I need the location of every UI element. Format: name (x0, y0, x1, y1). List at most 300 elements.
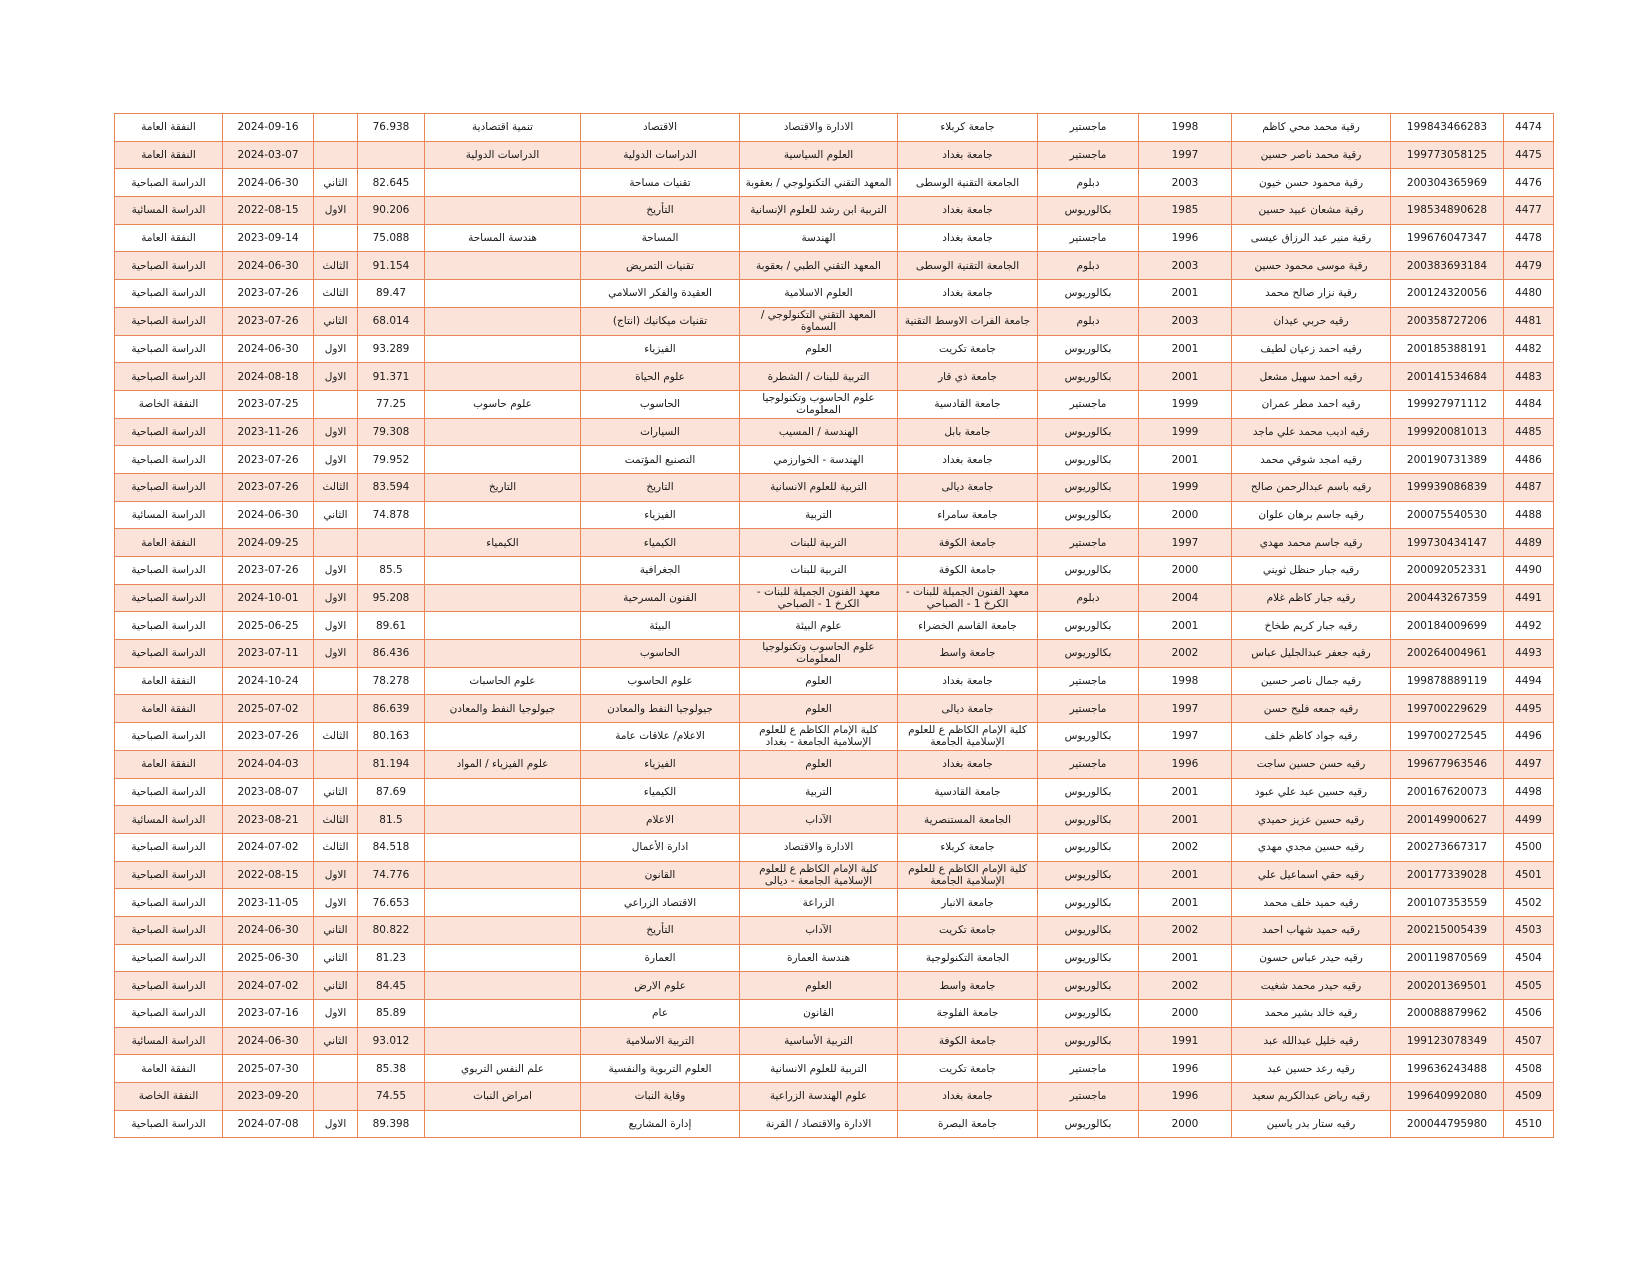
table-row (115, 750, 1554, 778)
row-number-cell: 4504 (1504, 944, 1554, 972)
student-name-cell: رقيه احمد سهيل مشعل (1232, 363, 1391, 391)
grade-cell: 82.645 (358, 169, 425, 197)
national-id-cell: 200273667317 (1391, 833, 1504, 861)
rank-cell: الثالث (314, 723, 358, 751)
table-row (115, 861, 1554, 889)
college-cell: علوم الحاسوب وتكنولوجيا المعلومات (740, 640, 898, 668)
study-type-cell: الدراسة الصباحية (115, 335, 223, 363)
college-cell: معهد الفنون الجميلة للبنات - الكرخ 1 - الصباحي (740, 584, 898, 612)
university-cell: كلية الإمام الكاظم ع للعلوم الإسلامية الجامعة (898, 723, 1038, 751)
grade-cell: 90.206 (358, 197, 425, 225)
row-number-cell: 4475 (1504, 141, 1554, 169)
college-cell: العلوم (740, 972, 898, 1000)
college-cell: الهندسة (740, 224, 898, 252)
grade-cell: 78.278 (358, 667, 425, 695)
birth-year-cell: 2002 (1139, 916, 1232, 944)
birth-year-cell: 1996 (1139, 750, 1232, 778)
degree-cell: بكالوريوس (1038, 778, 1139, 806)
rank-cell: الاول (314, 1000, 358, 1028)
national-id-cell: 200167620073 (1391, 778, 1504, 806)
student-name-cell: رقيه باسم عبدالرحمن صالح (1232, 473, 1391, 501)
row-number-cell: 4486 (1504, 446, 1554, 474)
department-cell: الاقتصاد الزراعي (581, 889, 740, 917)
department-cell: التصنيع المؤتمت (581, 446, 740, 474)
row-number-cell: 4493 (1504, 640, 1554, 668)
graduation-date-cell: 2023-07-26 (223, 446, 314, 474)
study-type-cell: الدراسة الصباحية (115, 557, 223, 585)
department-cell: ادارة الأعمال (581, 833, 740, 861)
university-cell: الجامعة المستنصرية (898, 806, 1038, 834)
study-type-cell: الدراسة المسائية (115, 806, 223, 834)
department-cell: البيئة (581, 612, 740, 640)
document-page (114, 113, 1546, 1138)
degree-cell: ماجستير (1038, 529, 1139, 557)
birth-year-cell: 2001 (1139, 778, 1232, 806)
row-number-cell: 4500 (1504, 833, 1554, 861)
birth-year-cell: 1996 (1139, 224, 1232, 252)
birth-year-cell: 1996 (1139, 1083, 1232, 1111)
table-row (115, 833, 1554, 861)
table-row (115, 363, 1554, 391)
college-cell: العلوم السياسية (740, 141, 898, 169)
study-type-cell: النفقة العامة (115, 114, 223, 142)
row-number-cell: 4509 (1504, 1083, 1554, 1111)
college-cell: التربية ابن رشد للعلوم الإنسانية (740, 197, 898, 225)
grade-cell: 74.878 (358, 501, 425, 529)
specialization-cell (425, 557, 581, 585)
specialization-cell (425, 335, 581, 363)
specialization-cell (425, 584, 581, 612)
university-cell: جامعة كربلاء (898, 114, 1038, 142)
study-type-cell: الدراسة الصباحية (115, 640, 223, 668)
table-row (115, 778, 1554, 806)
national-id-cell: 199676047347 (1391, 224, 1504, 252)
table-row (115, 889, 1554, 917)
birth-year-cell: 2001 (1139, 889, 1232, 917)
college-cell: التربية للعلوم الانسانية (740, 473, 898, 501)
degree-cell: بكالوريوس (1038, 446, 1139, 474)
grade-cell: 85.89 (358, 1000, 425, 1028)
birth-year-cell: 1997 (1139, 723, 1232, 751)
university-cell: جامعة بغداد (898, 197, 1038, 225)
department-cell: علوم الحياة (581, 363, 740, 391)
degree-cell: بكالوريوس (1038, 1027, 1139, 1055)
degree-cell: بكالوريوس (1038, 363, 1139, 391)
college-cell: التربية للعلوم الانسانية (740, 1055, 898, 1083)
specialization-cell: جيولوجيا النفط والمعادن (425, 695, 581, 723)
university-cell: جامعة بابل (898, 418, 1038, 446)
department-cell: التاريخ (581, 473, 740, 501)
degree-cell: بكالوريوس (1038, 612, 1139, 640)
college-cell: الادارة والاقتصاد (740, 833, 898, 861)
specialization-cell (425, 169, 581, 197)
specialization-cell: علم النفس التربوي (425, 1055, 581, 1083)
degree-cell: ماجستير (1038, 1055, 1139, 1083)
graduation-date-cell: 2023-11-26 (223, 418, 314, 446)
degree-cell: بكالوريوس (1038, 861, 1139, 889)
department-cell: الدراسات الدولية (581, 141, 740, 169)
table-row (115, 1027, 1554, 1055)
university-cell: جامعة القاسم الخضراء (898, 612, 1038, 640)
graduation-date-cell: 2024-04-03 (223, 750, 314, 778)
national-id-cell: 199640992080 (1391, 1083, 1504, 1111)
graduation-date-cell: 2023-07-26 (223, 473, 314, 501)
table-row (115, 390, 1554, 418)
student-name-cell: رقيه حيدر عباس حسون (1232, 944, 1391, 972)
department-cell: علوم الحاسوب (581, 667, 740, 695)
table-row (115, 640, 1554, 668)
student-name-cell: رقية مشعان عبيد حسين (1232, 197, 1391, 225)
table-row (115, 446, 1554, 474)
row-number-cell: 4505 (1504, 972, 1554, 1000)
national-id-cell: 200141534684 (1391, 363, 1504, 391)
table-row (115, 197, 1554, 225)
national-id-cell: 200304365969 (1391, 169, 1504, 197)
study-type-cell: النفقة العامة (115, 750, 223, 778)
specialization-cell (425, 197, 581, 225)
student-name-cell: رقيه جبار كريم طخاخ (1232, 612, 1391, 640)
table-body (115, 114, 1554, 1138)
study-type-cell: الدراسة الصباحية (115, 169, 223, 197)
study-type-cell: الدراسة الصباحية (115, 1000, 223, 1028)
college-cell: التربية للبنات (740, 557, 898, 585)
student-name-cell: رقيه حربي عيدان (1232, 307, 1391, 335)
degree-cell: بكالوريوس (1038, 640, 1139, 668)
study-type-cell: الدراسة الصباحية (115, 446, 223, 474)
national-id-cell: 200044795980 (1391, 1110, 1504, 1138)
table-row (115, 335, 1554, 363)
department-cell: وقاية النبات (581, 1083, 740, 1111)
graduation-date-cell: 2024-03-07 (223, 141, 314, 169)
study-type-cell: النفقة العامة (115, 224, 223, 252)
grade-cell: 75.088 (358, 224, 425, 252)
student-name-cell: رقيه اديب محمد علي ماجد (1232, 418, 1391, 446)
grade-cell: 89.47 (358, 280, 425, 308)
row-number-cell: 4483 (1504, 363, 1554, 391)
degree-cell: بكالوريوس (1038, 335, 1139, 363)
grade-cell: 85.38 (358, 1055, 425, 1083)
study-type-cell: النفقة العامة (115, 141, 223, 169)
university-cell: جامعة القادسية (898, 778, 1038, 806)
student-name-cell: رقيه جبار كاظم غلام (1232, 584, 1391, 612)
student-name-cell: رقية منير عبد الرزاق عيسى (1232, 224, 1391, 252)
birth-year-cell: 2002 (1139, 972, 1232, 1000)
student-name-cell: رقيه جاسم برهان علوان (1232, 501, 1391, 529)
rank-cell: الاول (314, 418, 358, 446)
graduation-date-cell: 2023-07-26 (223, 307, 314, 335)
department-cell: الاعلام/ علاقات عامة (581, 723, 740, 751)
department-cell: تقنيات التمريض (581, 252, 740, 280)
table-row (115, 114, 1554, 142)
university-cell: جامعة الفلوجة (898, 1000, 1038, 1028)
row-number-cell: 4480 (1504, 280, 1554, 308)
birth-year-cell: 2004 (1139, 584, 1232, 612)
department-cell: العقيدة والفكر الاسلامي (581, 280, 740, 308)
degree-cell: بكالوريوس (1038, 280, 1139, 308)
department-cell: الفيزياء (581, 335, 740, 363)
degree-cell: بكالوريوس (1038, 1000, 1139, 1028)
birth-year-cell: 1998 (1139, 667, 1232, 695)
graduation-date-cell: 2024-06-30 (223, 1027, 314, 1055)
specialization-cell (425, 363, 581, 391)
national-id-cell: 200149900627 (1391, 806, 1504, 834)
study-type-cell: الدراسة الصباحية (115, 252, 223, 280)
student-name-cell: رقيه حميد خلف محمد (1232, 889, 1391, 917)
study-type-cell: الدراسة الصباحية (115, 972, 223, 1000)
department-cell: التأريخ (581, 916, 740, 944)
table-row (115, 557, 1554, 585)
table-row (115, 1110, 1554, 1138)
birth-year-cell: 1999 (1139, 390, 1232, 418)
department-cell: الفنون المسرحية (581, 584, 740, 612)
student-name-cell: رقيه جمعه فليح حسن (1232, 695, 1391, 723)
college-cell: الآداب (740, 916, 898, 944)
study-type-cell: الدراسة الصباحية (115, 363, 223, 391)
row-number-cell: 4503 (1504, 916, 1554, 944)
study-type-cell: الدراسة الصباحية (115, 861, 223, 889)
specialization-cell (425, 889, 581, 917)
rank-cell: الاول (314, 363, 358, 391)
row-number-cell: 4506 (1504, 1000, 1554, 1028)
grade-cell: 79.308 (358, 418, 425, 446)
grade-cell: 93.289 (358, 335, 425, 363)
study-type-cell: الدراسة الصباحية (115, 307, 223, 335)
grade-cell: 74.55 (358, 1083, 425, 1111)
college-cell: العلوم الاسلامية (740, 280, 898, 308)
college-cell: المعهد التقني الطبي / بعقوبة (740, 252, 898, 280)
table-row (115, 169, 1554, 197)
rank-cell (314, 1055, 358, 1083)
university-cell: جامعة سامراء (898, 501, 1038, 529)
graduation-date-cell: 2024-10-01 (223, 584, 314, 612)
birth-year-cell: 1999 (1139, 418, 1232, 446)
degree-cell: بكالوريوس (1038, 889, 1139, 917)
rank-cell: الاول (314, 584, 358, 612)
table-row (115, 501, 1554, 529)
grade-cell: 77.25 (358, 390, 425, 418)
specialization-cell: علوم الفيزياء / المواد (425, 750, 581, 778)
birth-year-cell: 2001 (1139, 280, 1232, 308)
grade-cell: 89.61 (358, 612, 425, 640)
rank-cell (314, 390, 358, 418)
grade-cell: 81.194 (358, 750, 425, 778)
birth-year-cell: 2003 (1139, 252, 1232, 280)
degree-cell: بكالوريوس (1038, 944, 1139, 972)
student-name-cell: رقيه جواد كاظم خلف (1232, 723, 1391, 751)
university-cell: جامعة الكوفة (898, 557, 1038, 585)
grade-cell: 93.012 (358, 1027, 425, 1055)
study-type-cell: الدراسة الصباحية (115, 916, 223, 944)
university-cell: جامعة الفرات الاوسط التقنية (898, 307, 1038, 335)
department-cell: السيارات (581, 418, 740, 446)
specialization-cell (425, 916, 581, 944)
university-cell: جامعة بغداد (898, 750, 1038, 778)
birth-year-cell: 2001 (1139, 806, 1232, 834)
rank-cell: الثاني (314, 169, 358, 197)
row-number-cell: 4507 (1504, 1027, 1554, 1055)
rank-cell: الاول (314, 861, 358, 889)
rank-cell: الثاني (314, 307, 358, 335)
grade-cell: 91.154 (358, 252, 425, 280)
grade-cell: 81.5 (358, 806, 425, 834)
university-cell: جامعة بغداد (898, 280, 1038, 308)
student-name-cell: رقيه جاسم محمد مهدي (1232, 529, 1391, 557)
college-cell: التربية الأساسية (740, 1027, 898, 1055)
degree-cell: بكالوريوس (1038, 418, 1139, 446)
graduation-date-cell: 2023-11-05 (223, 889, 314, 917)
rank-cell: الاول (314, 889, 358, 917)
student-name-cell: رقيه خليل عبدالله عبد (1232, 1027, 1391, 1055)
graduation-date-cell: 2024-10-24 (223, 667, 314, 695)
graduation-date-cell: 2023-07-26 (223, 723, 314, 751)
student-name-cell: رقيه حسن حسين ساجت (1232, 750, 1391, 778)
college-cell: علوم الحاسوب وتكنولوجيا المعلومات (740, 390, 898, 418)
rank-cell: الاول (314, 335, 358, 363)
graduation-date-cell: 2025-06-25 (223, 612, 314, 640)
row-number-cell: 4488 (1504, 501, 1554, 529)
specialization-cell (425, 972, 581, 1000)
national-id-cell: 200092052331 (1391, 557, 1504, 585)
department-cell: الاعلام (581, 806, 740, 834)
grade-cell: 80.163 (358, 723, 425, 751)
table-row (115, 418, 1554, 446)
rank-cell: الاول (314, 1110, 358, 1138)
graduation-date-cell: 2023-09-20 (223, 1083, 314, 1111)
birth-year-cell: 2002 (1139, 833, 1232, 861)
university-cell: جامعة الكوفة (898, 1027, 1038, 1055)
grade-cell: 83.594 (358, 473, 425, 501)
birth-year-cell: 1991 (1139, 1027, 1232, 1055)
grade-cell: 95.208 (358, 584, 425, 612)
university-cell: الجامعة التكنولوجية (898, 944, 1038, 972)
grade-cell: 84.45 (358, 972, 425, 1000)
graduation-date-cell: 2024-06-30 (223, 252, 314, 280)
specialization-cell (425, 833, 581, 861)
national-id-cell: 198534890628 (1391, 197, 1504, 225)
birth-year-cell: 1996 (1139, 1055, 1232, 1083)
graduation-date-cell: 2025-06-30 (223, 944, 314, 972)
national-id-cell: 199700229629 (1391, 695, 1504, 723)
graduation-date-cell: 2024-06-30 (223, 335, 314, 363)
records-table (114, 113, 1554, 1138)
national-id-cell: 199920081013 (1391, 418, 1504, 446)
university-cell: جامعة بغداد (898, 446, 1038, 474)
degree-cell: بكالوريوس (1038, 916, 1139, 944)
student-name-cell: رقيه ستار بدر ياسين (1232, 1110, 1391, 1138)
row-number-cell: 4482 (1504, 335, 1554, 363)
college-cell: الهندسة - الخوارزمي (740, 446, 898, 474)
birth-year-cell: 2000 (1139, 501, 1232, 529)
graduation-date-cell: 2023-07-26 (223, 557, 314, 585)
department-cell: العمارة (581, 944, 740, 972)
graduation-date-cell: 2025-07-02 (223, 695, 314, 723)
student-name-cell: رقيه جبار حنظل ثويني (1232, 557, 1391, 585)
college-cell: التربية للبنات (740, 529, 898, 557)
specialization-cell (425, 778, 581, 806)
college-cell: العلوم (740, 667, 898, 695)
degree-cell: دبلوم (1038, 584, 1139, 612)
grade-cell: 86.639 (358, 695, 425, 723)
row-number-cell: 4479 (1504, 252, 1554, 280)
table-row (115, 224, 1554, 252)
study-type-cell: النفقة العامة (115, 695, 223, 723)
birth-year-cell: 2001 (1139, 861, 1232, 889)
student-name-cell: رقية محمود حسن خيون (1232, 169, 1391, 197)
student-name-cell: رقية محمد محي كاظم (1232, 114, 1391, 142)
table-row (115, 1083, 1554, 1111)
national-id-cell: 199700272545 (1391, 723, 1504, 751)
row-number-cell: 4498 (1504, 778, 1554, 806)
row-number-cell: 4484 (1504, 390, 1554, 418)
table-row (115, 972, 1554, 1000)
degree-cell: دبلوم (1038, 307, 1139, 335)
graduation-date-cell: 2023-08-07 (223, 778, 314, 806)
rank-cell (314, 529, 358, 557)
degree-cell: ماجستير (1038, 114, 1139, 142)
degree-cell: بكالوريوس (1038, 806, 1139, 834)
national-id-cell: 199636243488 (1391, 1055, 1504, 1083)
rank-cell: الثالث (314, 473, 358, 501)
national-id-cell: 199773058125 (1391, 141, 1504, 169)
specialization-cell (425, 446, 581, 474)
rank-cell: الاول (314, 557, 358, 585)
college-cell: الزراعة (740, 889, 898, 917)
department-cell: الكيمياء (581, 778, 740, 806)
student-name-cell: رقيه حقي اسماعيل علي (1232, 861, 1391, 889)
birth-year-cell: 1997 (1139, 529, 1232, 557)
university-cell: جامعة ديالى (898, 695, 1038, 723)
rank-cell: الاول (314, 446, 358, 474)
rank-cell (314, 750, 358, 778)
university-cell: جامعة تكريت (898, 1055, 1038, 1083)
graduation-date-cell: 2023-07-26 (223, 280, 314, 308)
specialization-cell (425, 252, 581, 280)
specialization-cell: علوم حاسوب (425, 390, 581, 418)
specialization-cell: التاريخ (425, 473, 581, 501)
graduation-date-cell: 2024-06-30 (223, 916, 314, 944)
degree-cell: ماجستير (1038, 750, 1139, 778)
department-cell: العلوم التربوية والنفسية (581, 1055, 740, 1083)
row-number-cell: 4502 (1504, 889, 1554, 917)
row-number-cell: 4485 (1504, 418, 1554, 446)
college-cell: التربية (740, 501, 898, 529)
specialization-cell (425, 944, 581, 972)
college-cell: التربية للبنات / الشطرة (740, 363, 898, 391)
row-number-cell: 4474 (1504, 114, 1554, 142)
degree-cell: ماجستير (1038, 695, 1139, 723)
department-cell: التربية الاسلامية (581, 1027, 740, 1055)
rank-cell: الثالث (314, 833, 358, 861)
specialization-cell (425, 307, 581, 335)
specialization-cell (425, 418, 581, 446)
degree-cell: ماجستير (1038, 224, 1139, 252)
grade-cell (358, 529, 425, 557)
national-id-cell: 199123078349 (1391, 1027, 1504, 1055)
grade-cell (358, 141, 425, 169)
rank-cell (314, 695, 358, 723)
department-cell: علوم الارض (581, 972, 740, 1000)
grade-cell: 86.436 (358, 640, 425, 668)
department-cell: جيولوجيا النفط والمعادن (581, 695, 740, 723)
rank-cell: الثالث (314, 806, 358, 834)
college-cell: الادارة والاقتصاد / القرنة (740, 1110, 898, 1138)
study-type-cell: النفقة العامة (115, 529, 223, 557)
study-type-cell: الدراسة الصباحية (115, 473, 223, 501)
student-name-cell: رقيه خالد بشير محمد (1232, 1000, 1391, 1028)
grade-cell: 76.938 (358, 114, 425, 142)
department-cell: الكيمياء (581, 529, 740, 557)
graduation-date-cell: 2023-08-21 (223, 806, 314, 834)
